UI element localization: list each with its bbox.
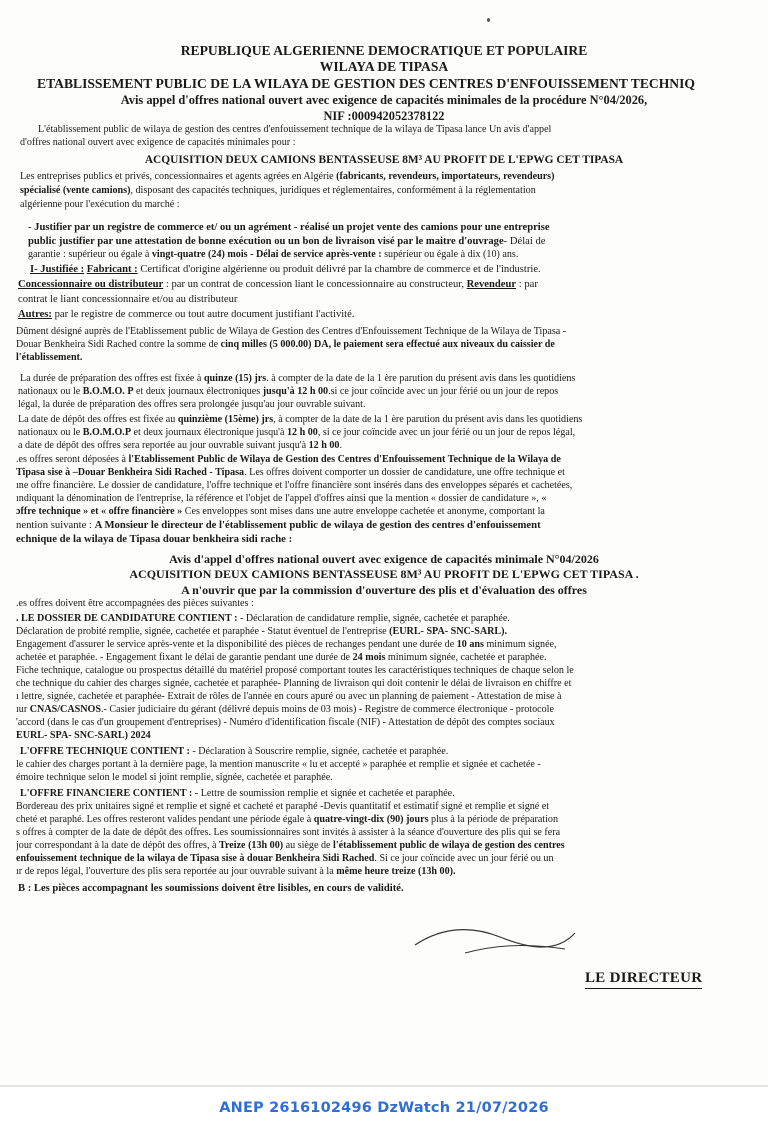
dument-line-3: l'établissement.: [16, 352, 83, 363]
offre-financiere-line-7: ır de repos légal, l'ouverture des plis sera reportée au jour ouvrable suivant à la même heure treize (13h 00).: [16, 866, 456, 877]
offre-technique-line-3: émoire technique selon le model si joint remplie, signée, cachetée et paraphée.: [16, 772, 333, 783]
offre-technique-line-2: le cahier des charges portant à la dernière page, la mention manuscrite « lu et accepté » paraphée et remplie et signée et cachetée -: [16, 759, 541, 770]
contrat-line: contrat le liant concessionnaire et/ou au distributeur: [18, 294, 238, 305]
intro-line-1: L'établissement public de wilaya de gestion des centres d'enfouissement technique de la wilaya de Tipasa lance Un avis d'appel: [38, 124, 552, 135]
duree-line-2: nationaux ou le B.O.M.O. P et deux journaux électroniques jusqu'à 12 h 00.si ce jour coïncide avec un jour férié ou un jour de repos: [18, 386, 559, 397]
acquisition-title-2: ACQUISITION DEUX CAMIONS BENTASSEUSE 8M³ AU PROFIT DE L'EPWG CET TIPASA .: [129, 567, 639, 581]
concession-line: Concessionnaire ou distributeur : par un contrat de concession liant le concessionnaire au constructeur, Revendeur : par: [18, 279, 538, 290]
dument-line-2: Douar Benkheira Sidi Rached contre la somme de cinq milles (5 000.00) DA, le paiement sera effectué aux niveaux du caissier de: [16, 339, 555, 350]
dossier-line-2: Déclaration de probité remplie, signée, cachetée et paraphée - Statut éventuel de l'entreprise (EURL- SPA- SNC-SARL).: [16, 626, 508, 637]
offre-financiere-line-6: enfouissement technique de la wilaya de Tipasa sise à douar Benkheira Sidi Rached. Si ce jour coïncide avec un jour férié ou un: [16, 853, 554, 864]
autres-line: Autres: par le registre de commerce ou tout autre document justifiant l'activité.: [18, 309, 355, 320]
footer-reference: ANEP 2616102496 DzWatch 21/07/2026: [219, 1100, 549, 1116]
requirement-line-1: - Justifier par un registre de commerce et/ ou un agrément - réalisé un projet vente des camions pour une entreprise: [28, 222, 550, 233]
intro-line-2: d'offres national ouvert avec exigence de capacités minimales pour :: [20, 137, 296, 148]
offres-line-3: ıne offre financière. Le dossier de candidature, l'offre technique et l'offre financière sont insérés dans des enveloppes séparés et cachetées,: [16, 480, 573, 491]
ouvrir-line: A n'ouvrir que par la commission d'ouverture des plis et d'évaluation des offres: [181, 583, 587, 597]
offre-financiere-line-3: cheté et paraphé. Les offres resteront valides pendant une période égale à quatre-vingt-dix (90) jours plus à la période de préparation: [16, 814, 558, 825]
eligibility-line-2: spécialisé (vente camions), disposant des capacités techniques, juridiques et réglementaires, conformément à la réglementation: [20, 185, 536, 196]
dossier-line-10: EURL- SPA- SNC-SARL) 2024: [16, 730, 151, 741]
depot-line-1: La date de dépôt des offres est fixée au quinzième (15ème) jrs, à compter de la date de la 1 ère parution du présent avis dans les quotidiens: [18, 414, 583, 425]
dossier-line-9: 'accord (dans le cas d'un groupement d'entreprises) - Numéro d'identification fiscale (NIF) - Attestation de dépôt des comptes sociaux: [16, 717, 555, 728]
eligibility-line-3: algérienne pour l'exécution du marché :: [20, 199, 180, 210]
dument-line-1: Dûment désigné auprès de l'Etablissement public de Wilaya de Gestion des Centres d'Enfouissement Technique de la Wilaya de Tipasa -: [16, 326, 567, 337]
offres-line-2: Tipasa sise à –Douar Benkheira Sidi Rached - Tipasa. Les offres doivent comporter un dossier de candidature, une offre technique et: [16, 467, 565, 478]
page-edge: [0, 1085, 768, 1087]
offre-financiere-line-2: Bordereau des prix unitaires signé et remplie et signé et cacheté et paraphé -Devis quantitatif et estimatif signé et remplie et signé et: [16, 801, 550, 812]
dossier-line-1: . LE DOSSIER DE CANDIDATURE CONTIENT : - Déclaration de candidature remplie, signée, cachetée et paraphée.: [16, 613, 510, 624]
accompagnees-line: .es offres doivent être accompagnées des pièces suivantes :: [16, 598, 254, 609]
nb-line: B : Les pièces accompagnant les soumissions doivent être lisibles, en cours de validité.: [18, 883, 404, 894]
speck-mark: [487, 18, 490, 22]
dossier-line-6: che technique du cahier des charges signée, cachetée et paraphée- Planning de livraison qui doit contenir le délai de livraison en chiffre et: [16, 678, 572, 689]
depot-line-2: nationaux ou le B.O.M.O.P et deux journaux électronique jusqu'à 12 h 00, si ce jour coïncide avec un jour férié ou un jour de repos légal,: [18, 427, 576, 438]
offres-line-1: .es offres seront déposées à l'Etablissement Public de Wilaya de Gestion des Centres d'Enfouissement Technique de la Wilaya de: [16, 454, 561, 465]
justified-line: I- Justifiée : Fabricant : Certificat d'origine algérienne ou produit délivré par la chambre de commerce et de l'industrie.: [30, 264, 541, 275]
offre-financiere-line-4: s offres à compter de la date de dépôt des offres. Les soumissionnaires sont invités à assister à la séance d'ouverture des plis qui se fera: [16, 827, 561, 838]
offres-line-4: ındiquant la dénomination de l'entreprise, la référence et l'objet de l'appel d'offres ainsi que la mention « dossier de candidature », «: [16, 493, 547, 504]
eligibility-line-1: Les entreprises publics et privés, concessionnaires et agents agrées en Algérie (fabricants, revendeurs, importateurs, revendeurs): [20, 171, 555, 182]
dossier-line-8: ıur CNAS/CASNOS.- Casier judiciaire du gérant (délivré depuis moins de 03 mois) - Registre de commerce électronique - protocole: [16, 704, 554, 715]
header-establishment: ETABLISSEMENT PUBLIC DE LA WILAYA DE GESTION DES CENTRES D'ENFOUISSEMENT TECHNIQ: [37, 76, 695, 91]
duree-line-1: La durée de préparation des offres est fixée à quinze (15) jrs. à compter de la date de la 1 ère parution du présent avis dans les quotidiens: [20, 373, 576, 384]
signature-scribble: [405, 915, 585, 965]
avis-title-2: Avis d'appel d'offres national ouvert avec exigence de capacités minimale N°04/2026: [169, 552, 599, 566]
header-republic: REPUBLIQUE ALGERIENNE DEMOCRATIQUE ET POPULAIRE: [180, 43, 588, 58]
depot-line-3: a date de dépôt des offres sera reportée au jour ouvrable suivant jusqu'à 12 h 00.: [18, 440, 342, 451]
offres-line-5: ɔffre technique » et « offre financière » Ces enveloppes sont mises dans une autre enveloppe cachetée et anonyme, comportant la: [16, 506, 545, 517]
header-wilaya: WILAYA DE TIPASA: [319, 59, 449, 74]
offre-technique-line-1: L'OFFRE TECHNIQUE CONTIENT : - Déclaration à Souscrire remplie, signée, cachetée et paraphée.: [20, 746, 449, 757]
offre-financiere-line-1: L'OFFRE FINANCIERE CONTIENT : - Lettre de soumission remplie et signée et cachetée et paraphée.: [20, 788, 455, 799]
header-nif: NIF :000942052378122: [323, 109, 445, 123]
requirement-line-3: garantie : supérieur ou égale à vingt-quatre (24) mois - Délai de service après-vente : supérieur ou égale à dix (10) ans.: [28, 249, 519, 260]
requirement-line-2: public justifier par une attestation de bonne exécution ou un bon de livraison visé par le maitre d'ouvrage- Délai de: [28, 236, 546, 247]
director-signature: LE DIRECTEUR: [585, 970, 702, 989]
header-avis: Avis appel d'offres national ouvert avec exigence de capacités minimales de la procédure N°04/2026,: [120, 93, 648, 107]
offres-line-6: nention suivante : A Monsieur le directeur de l'établissement public de wilaya de gestion des centres d'enfouissement: [16, 519, 541, 531]
acquisition-title: ACQUISITION DEUX CAMIONS BENTASSEUSE 8M³ AU PROFIT DE L'EPWG CET TIPASA: [144, 154, 624, 166]
duree-line-3: légal, la durée de préparation des offres sera prolongée jusqu'au jour ouvrable suivant.: [18, 399, 366, 410]
offres-line-7: echnique de la wilaya de Tipasa douar benkheira sidi rache :: [16, 533, 293, 545]
dossier-line-7: ı lettre, signée, cachetée et paraphée- Extrait de rôles de l'année en cours apuré ou avec un planning de paiement - Attestation de mise à: [16, 691, 562, 702]
dossier-line-3: Engagement d'assurer le service après-vente et la disponibilité des pièces de rechanges pendant une durée de 10 ans minimum signée,: [16, 639, 557, 650]
dossier-line-5: Fiche technique, catalogue ou prospectus détaillé du matériel proposé comportant toutes les caractéristiques techniques de chaque selon le: [16, 665, 574, 676]
dossier-line-4: achetée et paraphée. - Engagement fixant le délai de garantie pendant une durée de 24 mois minimum signée, cachetée et paraphée.: [16, 652, 547, 663]
offre-financiere-line-5: jour correspondant à la date de dépôt des offres, à Treize (13h 00) au siège de l'établissement public de wilaya de gestion des centres: [16, 840, 565, 851]
